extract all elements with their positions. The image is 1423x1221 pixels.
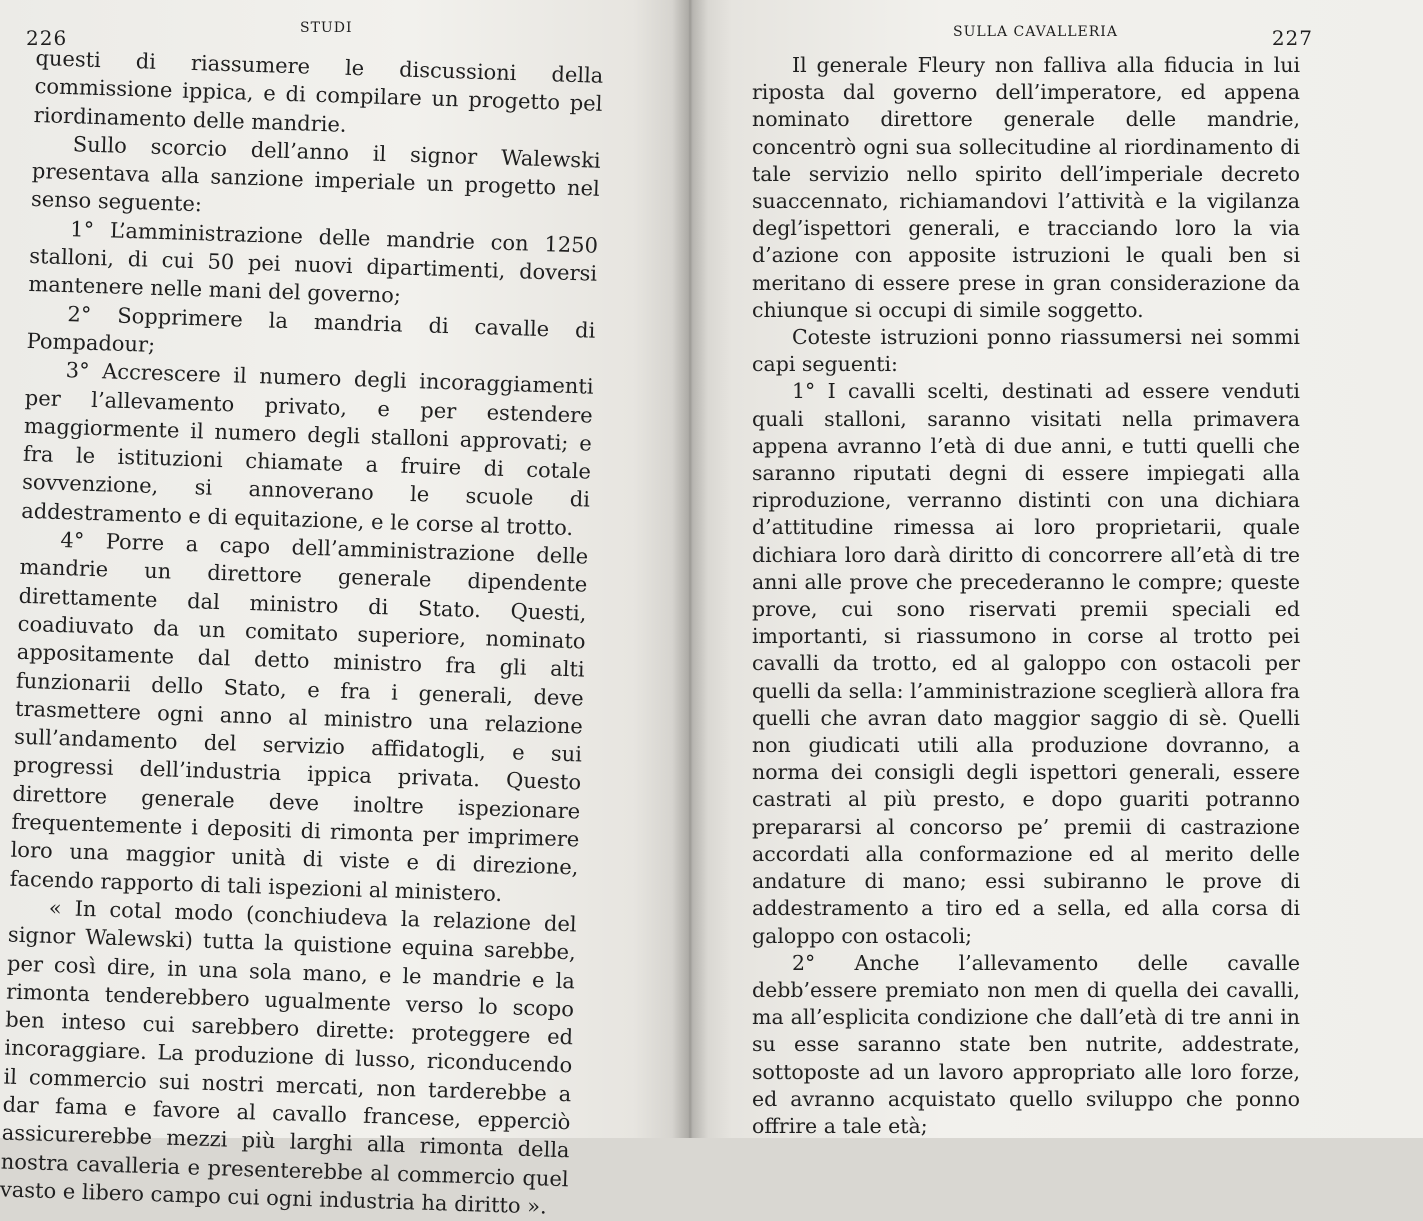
right-running-title: SULLA CAVALLERIA: [953, 24, 1118, 40]
right-page-number: 227: [1271, 26, 1313, 50]
list-item: 1° I cavalli scelti, destinati ad essere venduti quali stalloni, saranno visitati nella primavera appena avranno l’età di due anni, e tutti quelli che saranno riputati degni di essere impiegati alla riproduzione, verranno distinti con una dichiara d’attitudine rimessa ai loro proprietarii, quale dichiara loro darà diritto di concorrere all’età di tre anni alle prove che precederanno le compre; queste prove, cui sono riservati premii speciali ed importanti, si riassumono in corse al trotto pei cavalli da trotto, ed al galoppo con ostacoli per quelli da sella: l’amministrazione sceglierà allora fra quelli che avran dato maggior saggio di sè. Quelli non giudicati utili alla produzione dovranno, a norma dei consigli degli ispettori generali, essere castrati al più presto, e dopo guariti potranno prepararsi al concorso pe’ premii di castrazione accordati alla conformazione ed al merito delle andature di mano; essi subiranno le prove di addestramento a tiro ed a sella, ed alla corsa di galoppo con ostacoli;: [752, 379, 1300, 948]
left-page-text: [0, 44, 604, 1221]
right-page: [688, 0, 1423, 1138]
paragraph: Il generale Fleury non falliva alla fiducia in lui riposta dal governo dell’imperatore, ed appena nominato direttore generale delle mandrie, concentrò ogni sua sollecitudine al riordinamento di tale servizio nello spirito dell’imperiale decreto suaccennato, richiamandovi l’attività e la vigilanza degl’ispettori generali, e tracciando loro la via d’azione con apposite istruzioni le quali ben si meritano di essere prese in gran considerazione da chiunque si occupi di simile soggetto.: [752, 53, 1300, 322]
right-page-text: [752, 52, 1300, 1140]
left-page-number: 226: [26, 26, 68, 50]
quotation-paragraph: « In cotal modo (conchiudeva la relazione del signor Walewski) tutta la quistione equina sarebbe, per così dire, in una sola mano, e le mandrie e la rimonta tenderebbero ugualmente verso lo scopo ben inteso cui sarebbero dirette: proteggere ed incoraggiare. La produzione di lusso, riconducendo il commercio sui nostri mercati, non tarderebbe a dar fama e favore al cavallo francese, epperciò assicurerebbe mezzi più larghi alla rimonta della nostra cavalleria e presenterebbe al commercio quel vasto e libero campo cui ogni industria ha diritto ».: [0, 895, 577, 1219]
paragraph: Coteste istruzioni ponno riassumersi nei sommi capi seguenti:: [752, 325, 1300, 377]
list-item: 2° Sopprimere la mandria di cavalle di Pompadour;: [26, 301, 596, 357]
list-item: 4° Porre a capo dell’amministrazione delle mandrie un direttore generale dipendente direttamente dal ministro di Stato. Questi, coadiuvato da un comitato superiore, nominato appositamente dal detto ministro fra gli alti funzionarii dello Stato, e fra i generali, deve trasmettere ogni anno al ministro una relazione sull’andamento del servizio affidatogli, e sui progressi dell’industria ippica privata. Questo direttore generale deve inoltre ispezionare frequentemente i depositi di rimonta per imprimere loro una maggior unità di viste e di direzione, facendo rapporto di tali ispezioni al ministero.: [9, 528, 589, 906]
left-page: [0, 0, 688, 1219]
paragraph: Sullo scorcio dell’anno il signor Walewski presentava alla sanzione imperiale un progetto nel senso seguente:: [30, 132, 601, 217]
left-running-title: STUDI: [300, 20, 353, 36]
list-item: 2° Anche l’allevamento delle cavalle debb’essere premiato non men di quella dei cavalli, ma all’esplicita condizione che dall’età di tre anni in su esse saranno state ben nutrite, addestrate, sottoposte ad un lavoro appropriato alle loro forze, ed avranno acquistato quello sviluppo che ponno offrire a tale età;: [752, 950, 1300, 1138]
list-item: 3° Accrescere il numero degli incoraggiamenti per l’allevamento privato, e per estendere maggiormente il numero degli stalloni approvati; e fra le istituzioni chiamate a fruire di cotale sovvenzione, si annoverano le scuole di addestramento e di equitazione, e le corse al trotto.: [20, 358, 594, 540]
list-item: 1° L’amministrazione delle mandrie con 1250 stalloni, di cui 50 pei nuovi dipartimenti, doversi mantenere nelle mani del governo;: [28, 216, 599, 308]
paragraph: questi di riassumere le discussioni della commissione ippica, e di compilare un progetto pel riordinamento delle mandrie.: [33, 45, 604, 137]
